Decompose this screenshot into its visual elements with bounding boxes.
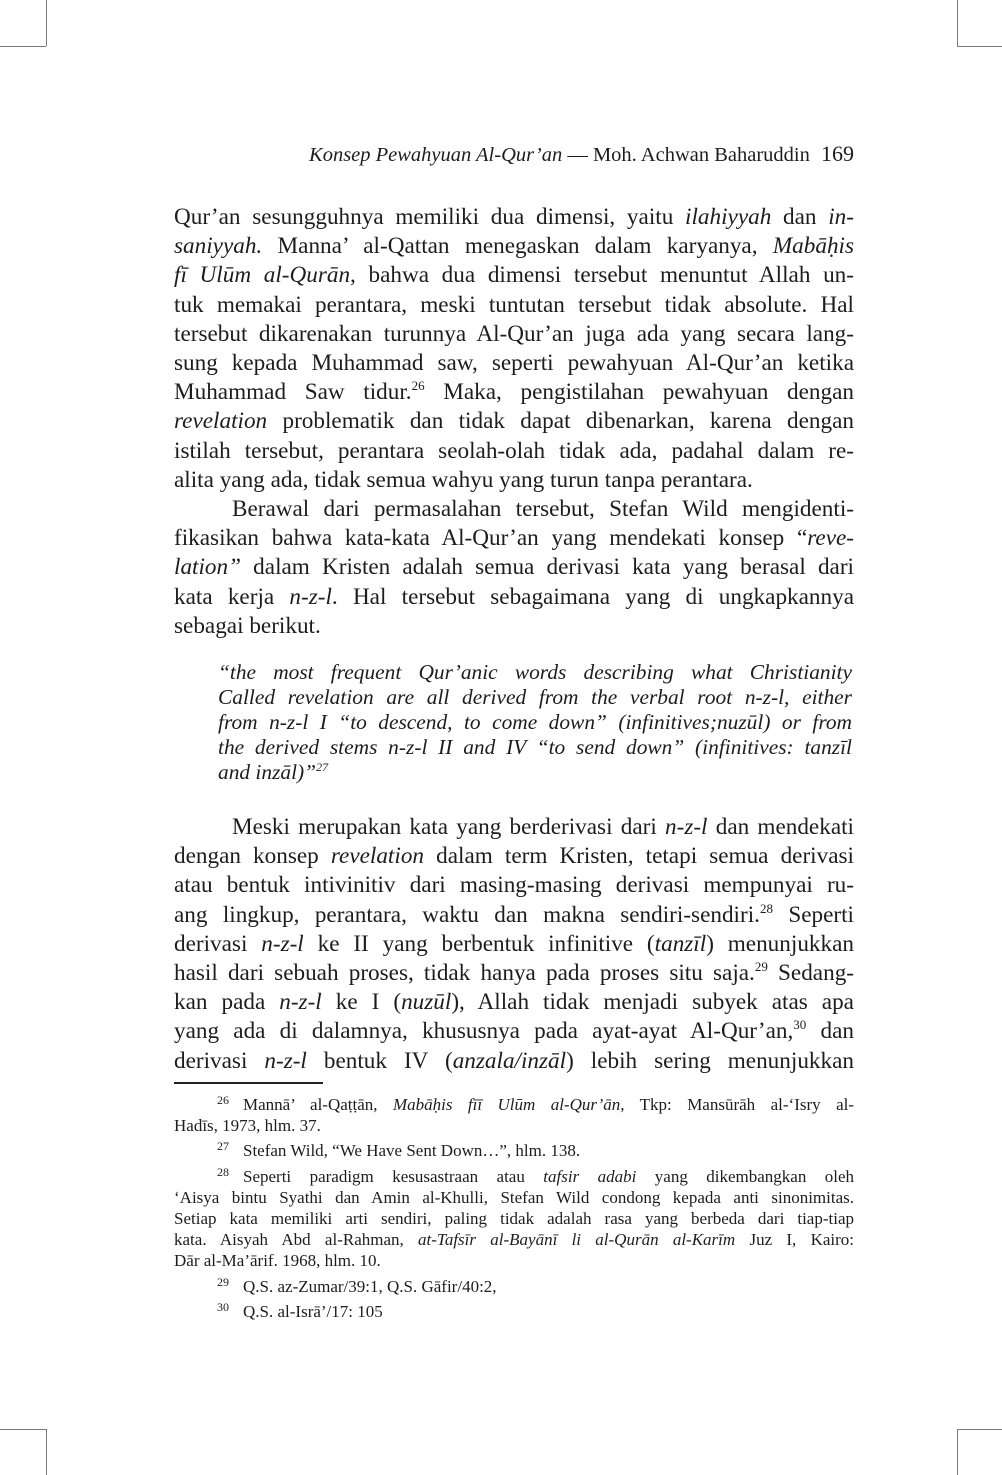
footnote-26 xyxy=(174,1090,854,1136)
quote-line: and inzāl)”$^{27}$ xyxy=(218,760,329,784)
text-line: kan pada n-z-l ke I (nuzūl), Allah tidak menjadi subyek atas apa xyxy=(174,989,854,1016)
crop-mark-bottom-right-h xyxy=(957,1429,1002,1430)
text-line: derivasi n-z-l ke II yang berbentuk infinitive (tanzīl) menunjukkan xyxy=(174,930,854,957)
footnote-line: Setiap kata memiliki arti sendiri, paling tidak adalah rasa yang berbeda dari tiap-tiap xyxy=(174,1209,854,1229)
page-number: 169 xyxy=(821,141,854,166)
text-line: yang ada di dalamnya, khususnya pada ayat-ayat Al-Qur’an,$^{30}$ dan xyxy=(174,1017,854,1045)
text-line: sung kepada Muhammad saw, seperti pewahyuan Al-Qur’an ketika xyxy=(174,350,854,377)
footnote-divider xyxy=(174,1082,323,1084)
footnote-29 xyxy=(174,1272,854,1297)
header-separator: — xyxy=(567,144,588,166)
body-text-bottom xyxy=(174,813,854,1076)
text-line: alita yang ada, tidak semua wahyu yang turun tanpa perantara. xyxy=(174,466,753,493)
paragraph-3 xyxy=(174,813,854,1076)
crop-mark-bottom-left-h xyxy=(0,1429,46,1430)
crop-mark-top-left xyxy=(46,0,47,46)
quote-line: from n-z-l I “to descend, to come down” (infinitives;nuzūl) or from xyxy=(218,710,852,734)
crop-mark-bottom-left xyxy=(46,1429,47,1475)
footnote-ref-26[interactable]: 26 xyxy=(411,378,425,394)
crop-mark-top-left-h xyxy=(0,46,46,47)
footnote-30 xyxy=(174,1297,854,1322)
footnote-27 xyxy=(174,1136,854,1161)
running-header xyxy=(174,141,854,168)
crop-mark-top-right xyxy=(957,0,958,46)
text-line: istilah tersebut, perantara seolah-olah tidak ada, padahal dalam re- xyxy=(174,437,854,464)
footnote-28 xyxy=(174,1162,854,1272)
footnote-line: $^{30}$ Q.S. al-Isrā’/17: 105 xyxy=(217,1299,383,1321)
text-line: tuk memakai perantara, meski tuntutan tersebut tidak absolute. Hal xyxy=(174,291,854,318)
text-line: saniyyah. Manna’ al-Qattan menegaskan dalam karyanya, Mabāḥis xyxy=(174,233,854,260)
text-line: sebagai berikut. xyxy=(174,612,321,639)
footnote-ref-28[interactable]: 28 xyxy=(759,900,773,916)
paragraph-2 xyxy=(174,495,854,641)
text-line: Muhammad Saw tidur.$^{26}$ Maka, pengistilahan pewahyuan dengan xyxy=(174,378,854,406)
footnote-ref-29[interactable]: 29 xyxy=(754,959,768,975)
footnote-line: $^{26}$ Mannā’ al-Qaṭṭān, Mabāḥis fīī Ulūm al-Qur’ān, Tkp: Mansūrāh al-‘Isry al- xyxy=(217,1093,854,1114)
footnote-line: $^{28}$ Seperti paradigm kesusastraan atau tafsir adabi yang dikembangkan oleh xyxy=(217,1164,855,1186)
footnote-line: kata. Aisyah Abd al-Rahman, at-Tafsīr al-Bayānī li al-Qurān al-Karīm Juz I, Kairo: xyxy=(174,1230,854,1250)
footnote-line: $^{29}$ Q.S. az-Zumar/39:1, Q.S. Gāfir/40:2, xyxy=(217,1274,497,1296)
footnotes xyxy=(174,1090,854,1322)
text-line: lation” dalam Kristen adalah semua derivasi kata yang berasal dari xyxy=(174,554,854,581)
header-author: Moh. Achwan Baharuddin xyxy=(592,144,810,166)
crop-mark-top-right-h xyxy=(957,46,1002,47)
quote-line: the derived stems n-z-l II and IV “to send down” (infinitives: tanzīl xyxy=(218,735,852,759)
text-line: dengan konsep revelation dalam term Kristen, tetapi semua derivasi xyxy=(174,843,854,870)
paragraph-1 xyxy=(174,203,854,495)
quote-line: Called revelation are all derived from the verbal root n-z-l, either xyxy=(218,685,852,709)
footnote-line: $^{27}$ Stefan Wild, “We Have Sent Down…”, hlm. 138. xyxy=(217,1139,581,1161)
text-line: kata kerja n-z-l. Hal tersebut sebagaimana yang di ungkapkannya xyxy=(174,583,854,610)
text-line: Meski merupakan kata yang berderivasi dari n-z-l dan mendekati xyxy=(232,814,854,840)
crop-mark-bottom-right xyxy=(957,1429,958,1475)
text-line: derivasi n-z-l bentuk IV (anzala/inzāl) lebih sering menunjukkan xyxy=(174,1047,854,1074)
text-line: ang lingkup, perantara, waktu dan makna sendiri-sendiri.$^{28}$ Seperti xyxy=(174,900,854,928)
footnote-line: Dār al-Ma’ārif. 1968, hlm. 10. xyxy=(174,1251,381,1271)
body-text-top xyxy=(174,203,854,641)
quote-line: “the most frequent Qur’anic words describing what Christianity xyxy=(218,660,852,684)
footnote-ref-30[interactable]: 30 xyxy=(793,1017,807,1033)
text-line: fī Ulūm al-Qurān, bahwa dua dimensi tersebut menuntut Allah un- xyxy=(174,262,855,289)
footnote-ref-27[interactable]: 27 xyxy=(316,760,329,774)
text-line: atau bentuk intivinitiv dari masing-masing derivasi mempunyai ru- xyxy=(174,872,854,899)
text-line: Berawal dari permasalahan tersebut, Stefan Wild mengidenti- xyxy=(232,496,854,523)
block-quote xyxy=(218,660,852,785)
footnote-line: Hadīs, 1973, hlm. 37. xyxy=(174,1116,321,1136)
header-title: Konsep Pewahyuan Al-Qur’an xyxy=(309,144,563,166)
text-line: tersebut dikarenakan turunnya Al-Qur’an juga ada yang secara lang- xyxy=(174,320,854,347)
text-line: revelation problematik dan tidak dapat dibenarkan, karena dengan xyxy=(174,408,854,435)
footnote-line: ‘Aisya bintu Syathi dan Amin al-Khulli, Stefan Wild condong kepada anti sinonimitas. xyxy=(174,1187,854,1207)
text-line: fikasikan bahwa kata-kata Al-Qur’an yang mendekati konsep “reve- xyxy=(174,525,854,552)
text-line: Qur’an sesungguhnya memiliki dua dimensi, yaitu ilahiyyah dan in- xyxy=(174,204,854,230)
text-line: hasil dari sebuah proses, tidak hanya pada proses situ saja.$^{29}$ Sedang- xyxy=(174,959,855,987)
